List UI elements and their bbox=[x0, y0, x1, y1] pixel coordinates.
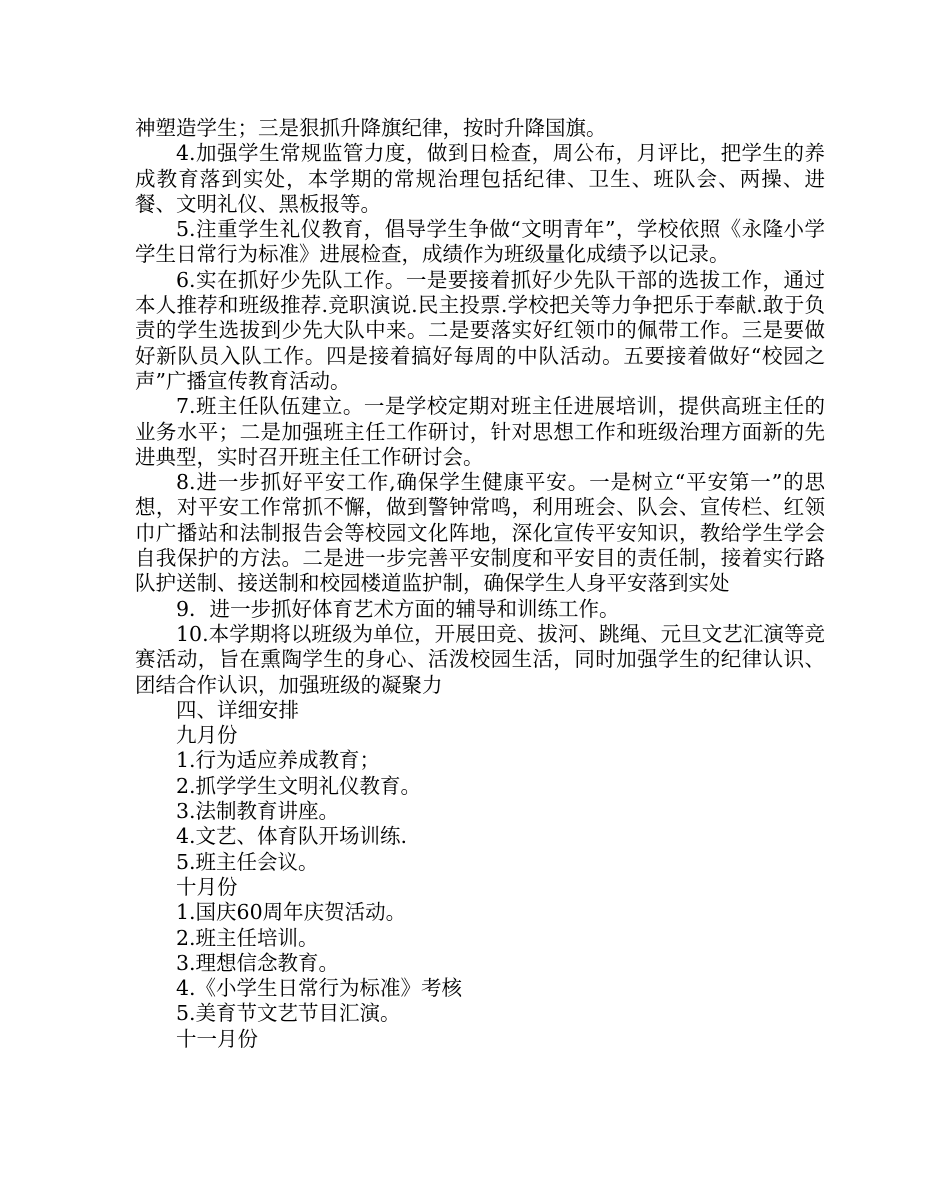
list-item: 1.行为适应养成教育； bbox=[176, 748, 381, 773]
paragraph-item-9: 9．进一步抓好体育艺术方面的辅导和训练工作。 bbox=[176, 596, 620, 621]
paragraph-continuation: 神塑造学生；三是狠抓升降旗纪律，按时升降国旗。 bbox=[135, 116, 607, 140]
paragraph-item-10: 10.本学期将以班级为单位，开展田竞、拔河、跳绳、元旦文艺汇演等竞赛活动，旨在熏陶学生的身心、活泼校园生活，同时加强学生的纪律认识、团结合作认识，加强班级的凝聚力 bbox=[135, 621, 825, 697]
month-heading-october: 十月份 bbox=[176, 874, 238, 899]
list-item: 4.《小学生日常行为标准》考核 bbox=[176, 976, 463, 1001]
list-item: 4.文艺、体育队开场训练. bbox=[176, 824, 408, 849]
paragraph-item-4: 4.加强学生常规监管力度，做到日检查，周公布，月评比，把学生的养成教育落到实处，本学期的常规治理包括纪律、卫生、班队会、两操、进餐、文明礼仪、黑板报等。 bbox=[135, 141, 825, 216]
list-item: 2.班主任培训。 bbox=[176, 925, 319, 950]
paragraph-item-8: 8.进一步抓好平安工作,确保学生健康平安。一是树立“平安第一”的思想，对平安工作常抓不懈，做到警钟常鸣，利用班会、队会、宣传栏、红领巾广播站和法制报告会等校园文化阵地，深化宣传平安知识，教给学生学会自我保护的方法。二是进一步完善平安制度和平安目的责任制，接着实行路队护送制、接送制和校园楼道监护制，确保学生人身平安落到实处 bbox=[135, 470, 825, 596]
list-item: 3.法制教育讲座。 bbox=[176, 799, 340, 824]
section-heading: 四、详细安排 bbox=[176, 697, 299, 722]
month-heading-november: 十一月份 bbox=[176, 1026, 258, 1051]
list-item: 5.美育节文艺节目汇演。 bbox=[176, 1001, 401, 1026]
paragraph-item-7: 7.班主任队伍建立。一是学校定期对班主任进展培训，提供高班主任的业务水平；二是加强班主任工作研讨，针对思想工作和班级治理方面新的先进典型，实时召开班主任工作研讨会。 bbox=[135, 394, 825, 469]
month-heading-september: 九月份 bbox=[176, 723, 238, 748]
list-item: 2.抓学学生文明礼仪教育。 bbox=[176, 773, 422, 798]
paragraph-item-5: 5.注重学生礼仪教育，倡导学生争做“文明青年”，学校依照《永隆小学学生日常行为标准》进展检查，成绩作为班级量化成绩予以记录。 bbox=[135, 217, 825, 267]
document-page bbox=[135, 116, 825, 1052]
list-item: 3.理想信念教育。 bbox=[176, 950, 340, 975]
list-item: 1.国庆60周年庆贺活动。 bbox=[176, 900, 407, 925]
paragraph-item-6: 6.实在抓好少先队工作。一是要接着抓好少先队干部的选拔工作，通过本人推荐和班级推荐.竞职演说.民主投票.学校把关等力争把乐于奉献.敢于负责的学生选拔到少先大队中来。二是要落实好红领巾的佩带工作。三是要做好新队员入队工作。四是接着搞好每周的中队活动。五要接着做好“校园之声”广播宣传教育活动。 bbox=[135, 267, 825, 393]
list-item: 5.班主任会议。 bbox=[176, 849, 319, 874]
